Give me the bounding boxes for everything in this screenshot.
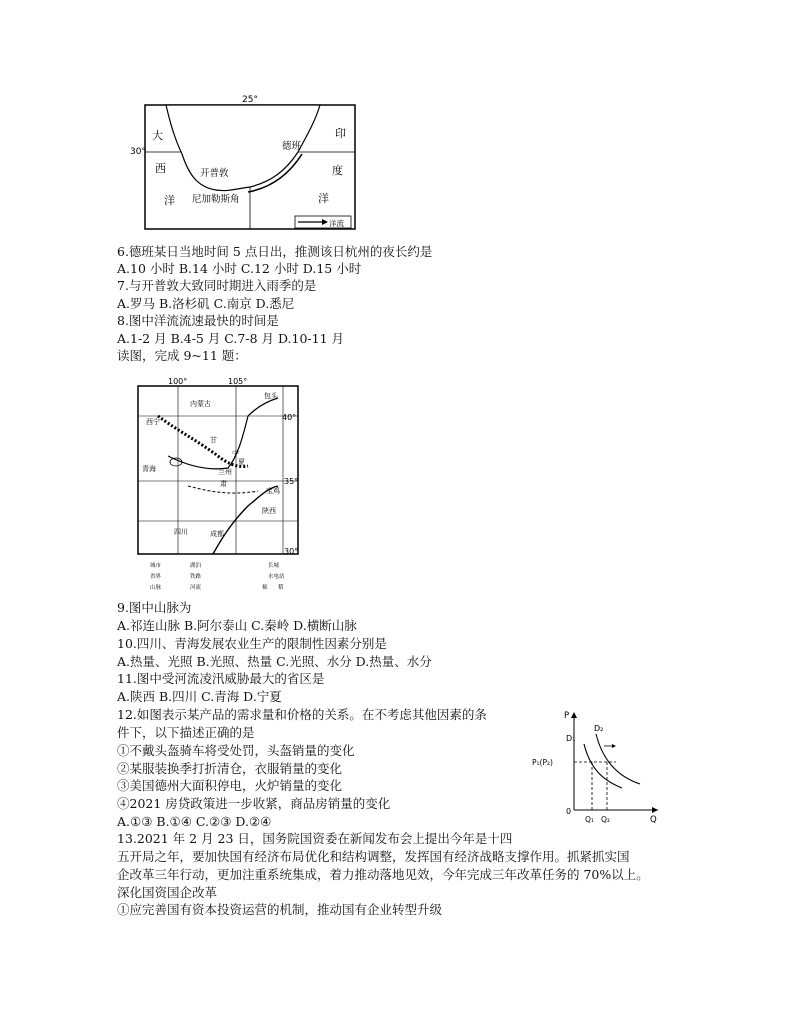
map2-region: 包头 <box>264 392 278 400</box>
map1-label: 德班 <box>282 141 302 152</box>
q11-stem: 11.图中受河流凌汛威胁最大的省区是 <box>117 671 325 686</box>
map2-legend-item: 棉 <box>262 585 268 591</box>
q12-item: ②某服装换季打折清仓，衣服销量的变化 <box>117 761 343 776</box>
map2-region: 宁 <box>232 450 239 458</box>
graph-price-label: P₁(P₂) <box>532 758 553 767</box>
map2-region: 四川 <box>174 528 188 536</box>
northwest-china-map <box>128 376 318 596</box>
q13-stem-line2: 五开局之年，要加快国有经济布局优化和结构调整，发挥国有经济战略支撑作用。抓紧抓实国 <box>117 849 630 864</box>
map1-label: 西 <box>155 162 166 175</box>
map2-lon-100: 100° <box>168 377 188 386</box>
map1-label: 印 <box>335 127 346 140</box>
graph-origin-label: 0 <box>566 807 572 816</box>
map2-lat-40: 40° <box>282 413 297 422</box>
q8-stem: 8.图中洋流流速最快的时间是 <box>117 313 279 328</box>
map2-region: 青海 <box>142 465 156 473</box>
q12-item: ①不戴头盔骑车将受处罚，头盔销量的变化 <box>117 743 355 758</box>
q13-stem-line3: 企改革三年行动，更加注重系统集成，着力推动落地见效，今年完成三年改革任务的 70%以上。 <box>117 867 649 882</box>
q12-stem-line2: 件下，以下描述正确的是 <box>117 725 255 740</box>
map1-label: 开普敦 <box>200 168 229 179</box>
map1-label: 洋 <box>164 194 175 207</box>
q8-options: A.1-2 月 B.4-5 月 C.7-8 月 D.10-11 月 <box>117 331 345 346</box>
graph-q1-label: Q₁ <box>585 815 594 824</box>
south-africa-map <box>130 92 360 232</box>
q13-stem-line4: 深化国资国企改革 <box>117 885 218 900</box>
q12-stem-line1: 12.如图表示某产品的需求量和价格的关系。在不考虑其他因素的条 <box>117 707 487 722</box>
map2-legend-item: 河流 <box>190 585 202 591</box>
map2-legend-item: 稻 <box>278 585 284 591</box>
map2-legend-item: 城市 <box>150 563 162 569</box>
map1-lon-label: 25° <box>242 95 258 105</box>
q12-options: A.①③ B.①④ C.②③ D.②④ <box>117 814 272 829</box>
q13-item: ①应完善国有资本投资运营的机制，推动国有企业转型升级 <box>117 902 443 917</box>
map2-region: 夏 <box>238 458 245 466</box>
graph-d2-label: D₂ <box>594 724 604 733</box>
graph-p-axis-label: P <box>564 711 570 721</box>
map1-label: 洋 <box>318 192 329 205</box>
map2-region: 成都 <box>210 530 224 538</box>
map1-legend: 洋流 <box>329 219 344 228</box>
q11-options: A.陕西 B.四川 C.青海 D.宁夏 <box>117 689 282 704</box>
intro-9-11: 读图，完成 9~11 题： <box>117 348 247 363</box>
map2-lon-105: 105° <box>228 377 248 386</box>
graph-q-axis-label: Q <box>650 815 657 825</box>
q6-options: A.10 小时 B.14 小时 C.12 小时 D.15 小时 <box>117 261 362 276</box>
q10-options: A.热量、光照 B.光照、热量 C.光照、水分 D.热量、水分 <box>117 654 432 669</box>
map1-label: 大 <box>152 129 163 142</box>
demand-curve-graph <box>530 708 670 826</box>
map2-legend-item: 山脉 <box>150 585 162 591</box>
map2-legend-item: 长城 <box>268 563 280 569</box>
q7-options: A.罗马 B.洛杉矶 C.南京 D.悉尼 <box>117 296 295 311</box>
map2-lat-35: 35° <box>284 477 299 486</box>
q12-item: ④2021 房贷政策进一步收紧，商品房销量的变化 <box>117 796 391 811</box>
q10-stem: 10.四川、青海发展农业生产的限制性因素分别是 <box>117 636 387 651</box>
q9-options: A.祁连山脉 B.阿尔泰山 C.秦岭 D.横断山脉 <box>117 618 357 633</box>
map1-lat-label: 30° <box>130 147 146 157</box>
map2-legend-item: 铁路 <box>190 574 202 580</box>
map2-region: 兰州 <box>218 468 232 476</box>
map2-region: 内蒙古 <box>190 400 211 408</box>
map2-region: 陕西 <box>262 507 276 515</box>
map2-region: 宝鸡 <box>266 487 280 495</box>
q9-stem: 9.图中山脉为 <box>117 600 192 615</box>
map1-label: 尼加勒斯角 <box>192 194 240 205</box>
q13-stem-line1: 13.2021 年 2 月 23 日，国务院国资委在新闻发布会上提出今年是十四 <box>117 831 513 846</box>
map2-region: 肃 <box>220 480 227 488</box>
q12-item: ③美国德州大面积停电，火炉销量的变化 <box>117 778 343 793</box>
q7-stem: 7.与开普敦大致同时期进入雨季的是 <box>117 278 317 293</box>
map2-region: 西宁 <box>146 418 160 426</box>
graph-d1-label: D₁ <box>566 734 576 743</box>
map2-legend-item: 湖泊 <box>190 563 202 569</box>
graph-q2-label: Q₂ <box>601 815 610 824</box>
map1-label: 度 <box>332 164 343 177</box>
map2-legend-item: 水电站 <box>268 574 285 580</box>
q6-stem: 6.德班某日当地时间 5 点日出，推测该日杭州的夜长约是 <box>117 244 433 259</box>
map2-region: 甘 <box>210 436 217 444</box>
map2-legend-item: 省界 <box>150 574 162 580</box>
map2-lat-30: 30° <box>284 547 299 556</box>
